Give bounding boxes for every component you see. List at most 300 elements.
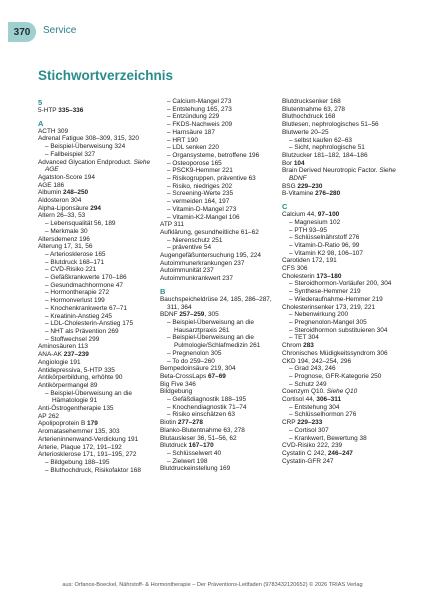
entry-text: Agatston-Score 194 <box>38 173 95 181</box>
index-subentry <box>160 450 274 458</box>
index-subentry <box>160 183 274 191</box>
entry-text: CKD 194, 242–254, 296 <box>282 357 352 365</box>
entry-text: – CVD-Risiko 221 <box>45 266 97 274</box>
index-subentry <box>38 259 152 267</box>
entry-text: 104 <box>293 159 305 167</box>
index-entry <box>38 436 152 444</box>
index-entry <box>160 275 274 283</box>
entry-text: Angiologie 191 <box>38 358 81 366</box>
index-subentry <box>282 242 396 250</box>
index-entry <box>282 160 396 168</box>
entry-text: Antikörpermangel 89 <box>38 381 98 389</box>
index-subentry <box>282 427 396 435</box>
index-entry <box>38 420 152 428</box>
entry-text: – Magnesium 102 <box>289 218 341 226</box>
index-entry <box>282 152 396 160</box>
index-entry <box>38 405 152 413</box>
entry-text: – Steroidhormon-Vorläufer 200, 304 <box>289 280 392 288</box>
index-entry <box>282 442 396 450</box>
entry-text: 179 <box>87 420 98 428</box>
index-entry <box>38 343 152 351</box>
index-subentry <box>160 198 274 206</box>
entry-text: – Fallbeispiel 327 <box>45 150 96 158</box>
entry-text: 237–239 <box>63 351 89 359</box>
index-subentry <box>282 144 396 152</box>
entry-text: – Entstehung 165, 273 <box>167 105 232 113</box>
index-subentry <box>38 313 152 321</box>
entry-text: Bempedoinsäure 219, 304 <box>160 365 236 373</box>
entry-text: 5-HTP <box>38 107 59 114</box>
entry-text: – Harnsäure 187 <box>167 128 215 136</box>
entry-text: – Schlüsselhormon 276 <box>289 411 357 419</box>
index-entry <box>160 465 274 473</box>
index-column-3 <box>282 98 396 576</box>
entry-text: – Sicht, nephrologische 51 <box>289 144 365 152</box>
index-subentry <box>38 459 152 467</box>
entry-text: Chronisches Müdigkeitssyndrom 306 <box>282 349 388 357</box>
index-subentry <box>160 206 274 214</box>
index-subentry <box>282 311 396 319</box>
entry-text: – Beispiel-Überweisung 324 <box>45 143 126 151</box>
index-subentry <box>38 251 152 259</box>
index-subentry <box>282 319 396 327</box>
index-entry <box>160 311 274 319</box>
entry-text: ANA-AK <box>38 351 64 359</box>
entry-text: Calcium 44, <box>282 211 318 219</box>
index-subentry <box>282 327 396 335</box>
index-subentry <box>282 250 396 258</box>
entry-text: Bildgebung <box>160 388 193 396</box>
entry-text: – Grad 243, 246 <box>289 365 336 373</box>
entry-text: CRP <box>282 419 298 427</box>
index-subentry <box>282 373 396 381</box>
entry-text: ACTH 309 <box>38 127 69 135</box>
entry-text: – Stoffwechsel 299 <box>45 335 100 343</box>
entry-text: – Kreatinin-Anstieg 245 <box>45 312 112 320</box>
index-subentry <box>38 467 152 475</box>
entry-text: CFS 306 <box>282 265 308 273</box>
entry-text: 276–280 <box>315 190 341 198</box>
entry-text: Biotin <box>160 419 178 427</box>
index-subentry <box>160 144 274 152</box>
index-entry <box>282 98 396 106</box>
index-letter-heading: B <box>160 286 166 296</box>
entry-text: Blutentnahme 63, 278 <box>282 105 345 113</box>
entry-text: – Risikogruppen, präventive 63 <box>167 175 256 183</box>
entry-text: – Pregnenolon-Mangel 305 <box>289 318 367 326</box>
entry-text: Altersdemenz 196 <box>38 235 90 243</box>
index-entry <box>282 211 396 219</box>
index-letter-heading: C <box>282 202 288 212</box>
entry-text: – Nebenwirkung 200 <box>289 311 349 319</box>
index-subentry <box>160 404 274 412</box>
index-subentry <box>282 334 396 342</box>
index-subentry <box>282 219 396 227</box>
index-subentry <box>38 305 152 313</box>
entry-text: Arteriosklerose 171, 191–195, 272 <box>38 451 137 459</box>
index-subentry <box>160 244 274 252</box>
entry-text: – Vitamin K2 98, 106–107 <box>289 249 363 257</box>
entry-text: 229–230 <box>297 182 323 190</box>
index-entry <box>38 382 152 390</box>
index-entry <box>282 450 396 458</box>
index-entry <box>38 197 152 205</box>
index-entry <box>38 174 152 182</box>
entry-text: Chrom <box>282 342 304 350</box>
index-subentry <box>282 234 396 242</box>
index-entry <box>38 128 152 136</box>
index-subentry <box>160 350 274 358</box>
index-entry <box>160 435 274 443</box>
entry-text: – Cortisol 307 <box>289 426 329 434</box>
entry-text: – Osteoporose 165 <box>167 159 222 167</box>
entry-text: – NHT als Prävention 269 <box>45 327 119 335</box>
entry-text: Autoimmunität 237 <box>160 267 214 275</box>
entry-text: – Beispiel-Überweisung an die Hausarztpraxis 261 <box>167 318 254 334</box>
entry-text: – Schutz 249 <box>289 380 327 388</box>
entry-text: CVD-Risiko 222, 239 <box>282 442 343 450</box>
entry-text: Aromatasehemmer 135, 303 <box>38 428 120 436</box>
index-entry <box>160 252 274 260</box>
entry-text: Cholesterin <box>282 272 317 280</box>
index-entry <box>38 212 152 220</box>
index-subentry <box>282 137 396 145</box>
index-entry <box>38 205 152 213</box>
entry-text: Antikörperbildung, erhöhte 90 <box>38 374 123 382</box>
entry-text: 277–278 <box>177 419 203 427</box>
index-entry <box>160 221 274 229</box>
index-subentry <box>282 381 396 389</box>
index-subentry <box>160 458 274 466</box>
entry-text: – Krankwert, Bewertung 38 <box>289 434 367 442</box>
index-subentry <box>282 404 396 412</box>
index-entry <box>282 458 396 466</box>
index-subentry <box>38 220 152 228</box>
entry-text: Arterie, Plaque 172, 191–192 <box>38 443 122 451</box>
index-entry <box>160 381 274 389</box>
entry-text: , 305 <box>204 311 219 319</box>
index-entry <box>282 265 396 273</box>
entry-text: – LDL senken 220 <box>167 144 220 152</box>
entry-text: 229–233 <box>297 419 323 427</box>
index-entry <box>38 243 152 251</box>
entry-text: Bor <box>282 159 294 167</box>
entry-text: Siehe Q10 <box>326 388 358 396</box>
entry-text: Siehe AGE <box>45 158 151 174</box>
entry-text: Blutdrucksenker 168 <box>282 98 341 105</box>
entry-text: – Bildgebung 188–195 <box>45 458 110 466</box>
index-subentry <box>38 274 152 282</box>
entry-text: Autoimmunerkrankungen 237 <box>160 259 245 267</box>
index-subentry <box>282 365 396 373</box>
index-subentry <box>160 358 274 366</box>
entry-text: Beta-CrossLaps <box>160 372 208 380</box>
index-subentry <box>160 214 274 222</box>
entry-text: – Merkmale 30 <box>45 227 88 235</box>
index-entry <box>38 444 152 452</box>
index-entry <box>38 107 152 115</box>
index-subentry <box>160 175 274 183</box>
entry-text: – Arteriosklerose 165 <box>45 250 106 258</box>
index-entry <box>160 365 274 373</box>
entry-text: Blutzucker 181–182, 184–186 <box>282 151 368 159</box>
entry-text: – Blutdruck 168–171 <box>45 258 105 266</box>
entry-text: Alpha-Liponsäure <box>38 204 91 212</box>
entry-text: Advanced Glycation Endproduct. <box>38 158 134 166</box>
entry-text: Blutausleser 36, 51–56, 62 <box>160 434 237 442</box>
entry-text: Blutwerte 20–25 <box>282 128 329 136</box>
entry-text: – Vitamin-K2-Mangel 106 <box>167 213 240 221</box>
entry-text: Altern 26–33, 53 <box>38 212 86 220</box>
index-subentry <box>160 237 274 245</box>
entry-text: – Beispiel-Überweisung an die Pulmologie/Schlafmedizin 261 <box>167 334 261 350</box>
entry-text: Bluthochdruck 168 <box>282 113 336 121</box>
index-entry <box>160 296 274 311</box>
entry-text: 257–259 <box>179 311 205 319</box>
index-entry <box>282 121 396 129</box>
index-entry <box>38 182 152 190</box>
index-entry <box>160 229 274 237</box>
index-subentry <box>282 296 396 304</box>
index-entry <box>160 419 274 427</box>
entry-text: – Vitamin-D-Ratio 96, 99 <box>289 241 360 249</box>
index-entry <box>160 267 274 275</box>
index-entry <box>282 183 396 191</box>
entry-text: 246–247 <box>327 449 353 457</box>
entry-text: – Beispiel-Überweisung an die Hämatologie 91 <box>45 389 132 405</box>
index-entry <box>282 167 396 182</box>
index-subentry <box>38 289 152 297</box>
entry-text: – Vitamin-D-Mangel 273 <box>167 205 237 213</box>
entry-text: Cholesterinsenker 173, 219, 221 <box>282 303 376 311</box>
index-subentry <box>160 396 274 404</box>
index-entry <box>38 428 152 436</box>
entry-text: Adrenal Fatigue 308–309, 315, 320 <box>38 135 139 143</box>
page-header <box>0 0 425 58</box>
index-subentry <box>38 282 152 290</box>
index-entry <box>160 442 274 450</box>
entry-text: Cortisol 44, <box>282 396 317 404</box>
entry-text: Apolipoprotein B <box>38 420 88 428</box>
entry-text: Carotiden 172, 191 <box>282 257 337 265</box>
index-entry <box>38 367 152 375</box>
index-subentry <box>38 336 152 344</box>
entry-text: – Schlüsselwert 40 <box>167 449 222 457</box>
index-letter-heading: 5 <box>38 98 43 107</box>
index-entry <box>282 396 396 404</box>
index-entry <box>38 351 152 359</box>
index-entry <box>160 373 274 381</box>
entry-text: Blutlesen, nephrologisches 51–56 <box>282 121 379 129</box>
index-entry <box>282 190 396 198</box>
entry-text: – To do 259–260 <box>167 357 215 365</box>
entry-text: 294 <box>90 204 102 212</box>
index-subentry <box>38 297 152 305</box>
entry-text: – Gefäßkrankwerte 170–186 <box>45 274 127 282</box>
entry-text: – Lebensqualität 56, 189 <box>45 220 116 228</box>
footer-source: aus: Orfanos-Boeckel, Nährstoff- & Hormontherapie – Der Präventions-Leitfaden (9783432120652) © 2026 TRIAS Verlag <box>62 582 363 588</box>
index-subentry <box>160 121 274 129</box>
index-subentry <box>160 319 274 334</box>
entry-text: – Gefäßdiagnostik 188–195 <box>167 396 247 404</box>
index-column-1 <box>38 98 152 576</box>
index-columns <box>38 98 396 576</box>
index-subentry <box>160 106 274 114</box>
index-subentry <box>160 137 274 145</box>
entry-text: – Knochendiagnostik 71–74 <box>167 403 247 411</box>
entry-text: – Risiko, niedriges 202 <box>167 182 233 190</box>
index-entry <box>282 388 396 396</box>
entry-text: Cystatin-GFR 247 <box>282 457 334 465</box>
entry-text: – Gesundmachhormone 47 <box>45 281 124 289</box>
index-subentry <box>282 280 396 288</box>
index-subentry <box>160 152 274 160</box>
index-subentry <box>160 334 274 349</box>
entry-text: BDNF <box>160 311 180 319</box>
entry-text: Blutdruckeinstellung 169 <box>160 465 231 473</box>
index-entry <box>38 189 152 197</box>
index-entry <box>38 236 152 244</box>
entry-text: 283 <box>303 342 314 350</box>
index-entry <box>160 427 274 435</box>
entry-text: – Pregnenolon 305 <box>167 349 222 357</box>
entry-text: – Zielwert 198 <box>167 457 208 465</box>
index-subentry <box>160 98 274 106</box>
index-entry <box>38 374 152 382</box>
index-entry <box>38 135 152 143</box>
entry-text: Albumin <box>38 189 64 197</box>
entry-text: Aminosäuren 113 <box>38 343 88 351</box>
entry-text: Aldosteron 304 <box>38 197 82 205</box>
index-entry <box>38 451 152 459</box>
entry-text: – selbst kaufen 62–63 <box>289 136 352 144</box>
entry-text: – PSCK9-Hemmer 221 <box>167 167 233 175</box>
entry-text: – Organsysteme, betroffene 196 <box>167 151 260 159</box>
index-subentry <box>160 160 274 168</box>
entry-text: – FKDS-Nachweis 209 <box>167 121 233 129</box>
index-entry <box>38 413 152 421</box>
entry-text: – Hormontherapie 272 <box>45 289 110 297</box>
entry-text: – Prognose, GFR-Kategorie 250 <box>289 372 382 380</box>
index-letter-heading: A <box>38 118 44 128</box>
entry-text: – Calcium-Mangel 273 <box>167 98 232 105</box>
entry-text: Brain Derived Neurotropic Factor. <box>282 167 380 175</box>
index-entry <box>282 106 396 114</box>
index-subentry <box>282 435 396 443</box>
entry-text: – Wiederaufnahme-Hemmer 219 <box>289 295 383 303</box>
entry-text: – Entzündung 229 <box>167 113 220 121</box>
index-subentry <box>282 227 396 235</box>
entry-text: 248–250 <box>63 189 89 197</box>
index-entry <box>282 129 396 137</box>
index-subentry <box>38 328 152 336</box>
entry-text: Coenzym Q10. <box>282 388 327 396</box>
index-column-2 <box>160 98 274 576</box>
index-subentry <box>282 288 396 296</box>
page-number-badge: 370 <box>8 22 36 42</box>
entry-text: Anti-Östrogentherapie 135 <box>38 405 114 413</box>
entry-text: Aufklärung, gesundheitliche 61–62 <box>160 228 259 236</box>
entry-text: – Synthese-Hemmer 219 <box>289 288 361 296</box>
entry-text: ATP 311 <box>160 221 184 229</box>
entry-text: Alterung 17, 31, 56 <box>38 243 93 251</box>
entry-text: Blanko-Blutentnahme 63, 278 <box>160 426 245 434</box>
index-entry <box>282 358 396 366</box>
index-entry <box>282 304 396 312</box>
index-entry <box>282 113 396 121</box>
index-entry <box>160 388 274 396</box>
entry-text: 335–336 <box>58 107 84 114</box>
entry-text: – Hormonverlust 199 <box>45 297 105 305</box>
entry-text: – PTH 93–95 <box>289 226 327 234</box>
index-subentry <box>38 143 152 151</box>
index-subentry <box>160 411 274 419</box>
entry-text: – TET 304 <box>289 334 319 342</box>
entry-text: – LDL-Cholesterin-Anstieg 175 <box>45 320 134 328</box>
entry-text: 167–170 <box>188 442 214 450</box>
index-entry <box>160 260 274 268</box>
index-entry <box>38 159 152 174</box>
index-entry <box>282 342 396 350</box>
index-subentry <box>38 266 152 274</box>
entry-text: Big Five 346 <box>160 380 196 388</box>
section-label: Service <box>43 25 77 36</box>
entry-text: – Knochenkrankwerte 67–71 <box>45 304 127 312</box>
index-subentry <box>38 151 152 159</box>
index-subentry <box>160 190 274 198</box>
entry-text: B-Vitamine <box>282 190 316 198</box>
entry-text: – Entstehung 304 <box>289 403 340 411</box>
index-subentry <box>38 390 152 405</box>
page-title: Stichwortverzeichnis <box>38 68 174 83</box>
entry-text: AGE 186 <box>38 181 65 189</box>
index-subentry <box>38 320 152 328</box>
index-subentry <box>160 113 274 121</box>
index-subentry <box>282 411 396 419</box>
index-entry <box>282 419 396 427</box>
entry-text: – HRT 190 <box>167 136 198 144</box>
entry-text: – Nierenschutz 251 <box>167 236 223 244</box>
entry-text: – präventive 54 <box>167 244 212 252</box>
entry-text: 306–311 <box>316 396 342 404</box>
entry-text: – Steroidhormon substituieren 304 <box>289 326 388 334</box>
index-entry <box>282 350 396 358</box>
entry-text: 173–180 <box>316 272 342 280</box>
entry-text: Arterieninnenwand-Verdickung 191 <box>38 435 139 443</box>
index-entry <box>282 257 396 265</box>
entry-text: Bauchspeicheldrüse 24, 185, 286–287, 311, 364 <box>160 295 272 311</box>
entry-text: AP 262 <box>38 412 60 420</box>
index-entry <box>282 273 396 281</box>
entry-text: 67–69 <box>207 372 226 380</box>
entry-text: – Schlüsselnährstoff 276 <box>289 234 360 242</box>
entry-text: Cystatin C 242, <box>282 449 328 457</box>
entry-text: – Screening-Werte 235 <box>167 190 234 198</box>
index-subentry <box>160 167 274 175</box>
entry-text: BSG <box>282 182 298 190</box>
entry-text: Antidepressiva, 5-HTP 335 <box>38 366 115 374</box>
entry-text: Siehe BDNF <box>289 167 396 183</box>
entry-text: – Bluthochdruck, Risikofaktor 168 <box>45 466 141 474</box>
entry-text: Blutdruck <box>160 442 189 450</box>
index-subentry <box>38 228 152 236</box>
index-subentry <box>160 129 274 137</box>
entry-text: Augengefäßuntersuchung 195, 224 <box>160 252 261 260</box>
entry-text: – Risiko einschätzen 63 <box>167 411 235 419</box>
entry-text: – vermeiden 164, 197 <box>167 198 230 206</box>
entry-text: 97–100 <box>317 211 340 219</box>
index-entry <box>38 359 152 367</box>
